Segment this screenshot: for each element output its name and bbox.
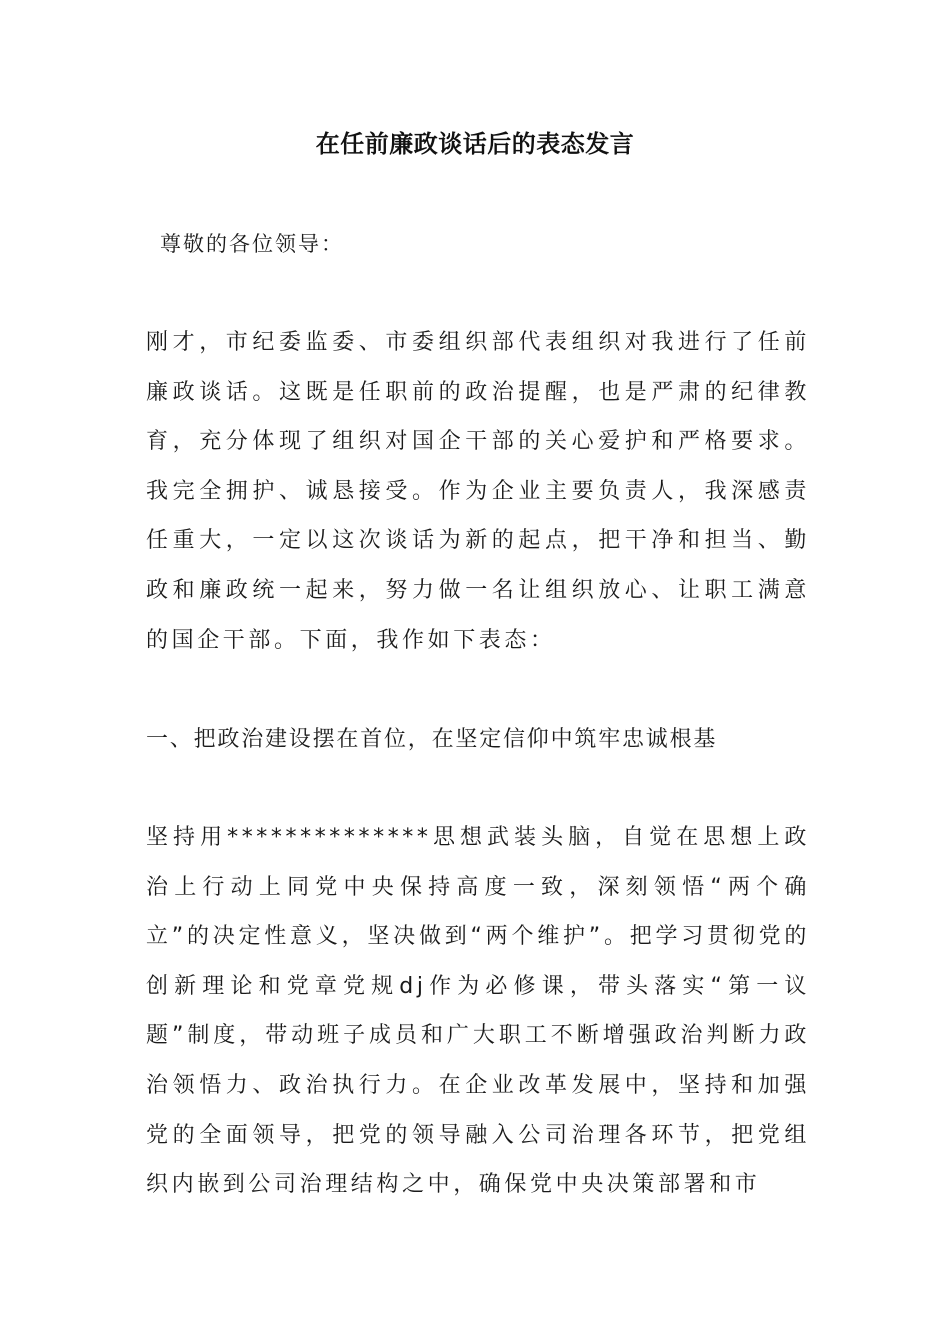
salutation: 尊敬的各位领导： [160,232,344,256]
document-title: 在任前廉政谈话后的表态发言 [315,130,635,158]
body-paragraph: 刚才，市纪委监委、市委组织部代表组织对我进行了任前廉政谈话。这既是任职前的政治提醒，也是严肃的纪律教育，充分体现了组织对国企干部的关心爱护和严格要求。我完全拥护、诚恳接受。作为企业主要负责人，我深感责任重大，一定以这次谈话为新的起点，把干净和担当、勤政和廉政统一起来，努力做一名让组织放心、让职工满意的国企干部。下面，我作如下表态： [146,330,810,653]
section-heading: 一、把政治建设摆在首位，在坚定信仰中筑牢忠诚根基 [146,727,718,752]
body-paragraph: 坚持用**************思想武装头脑，自觉在思想上政治上行动上同党中央保持高度一致，深刻领悟“两个确立”的决定性意义，坚决做到“两个维护”。把学习贯彻党的创新理论和党章党规dj作为必修课，带头落实“第一议题”制度，带动班子成员和广大职工不断增强政治判断力政治领悟力、政治执行力。在企业改革发展中，坚持和加强党的全面领导，把党的领导融入公司治理各环节，把党组织内嵌到公司治理结构之中，确保党中央决策部署和市 [146,825,810,1198]
